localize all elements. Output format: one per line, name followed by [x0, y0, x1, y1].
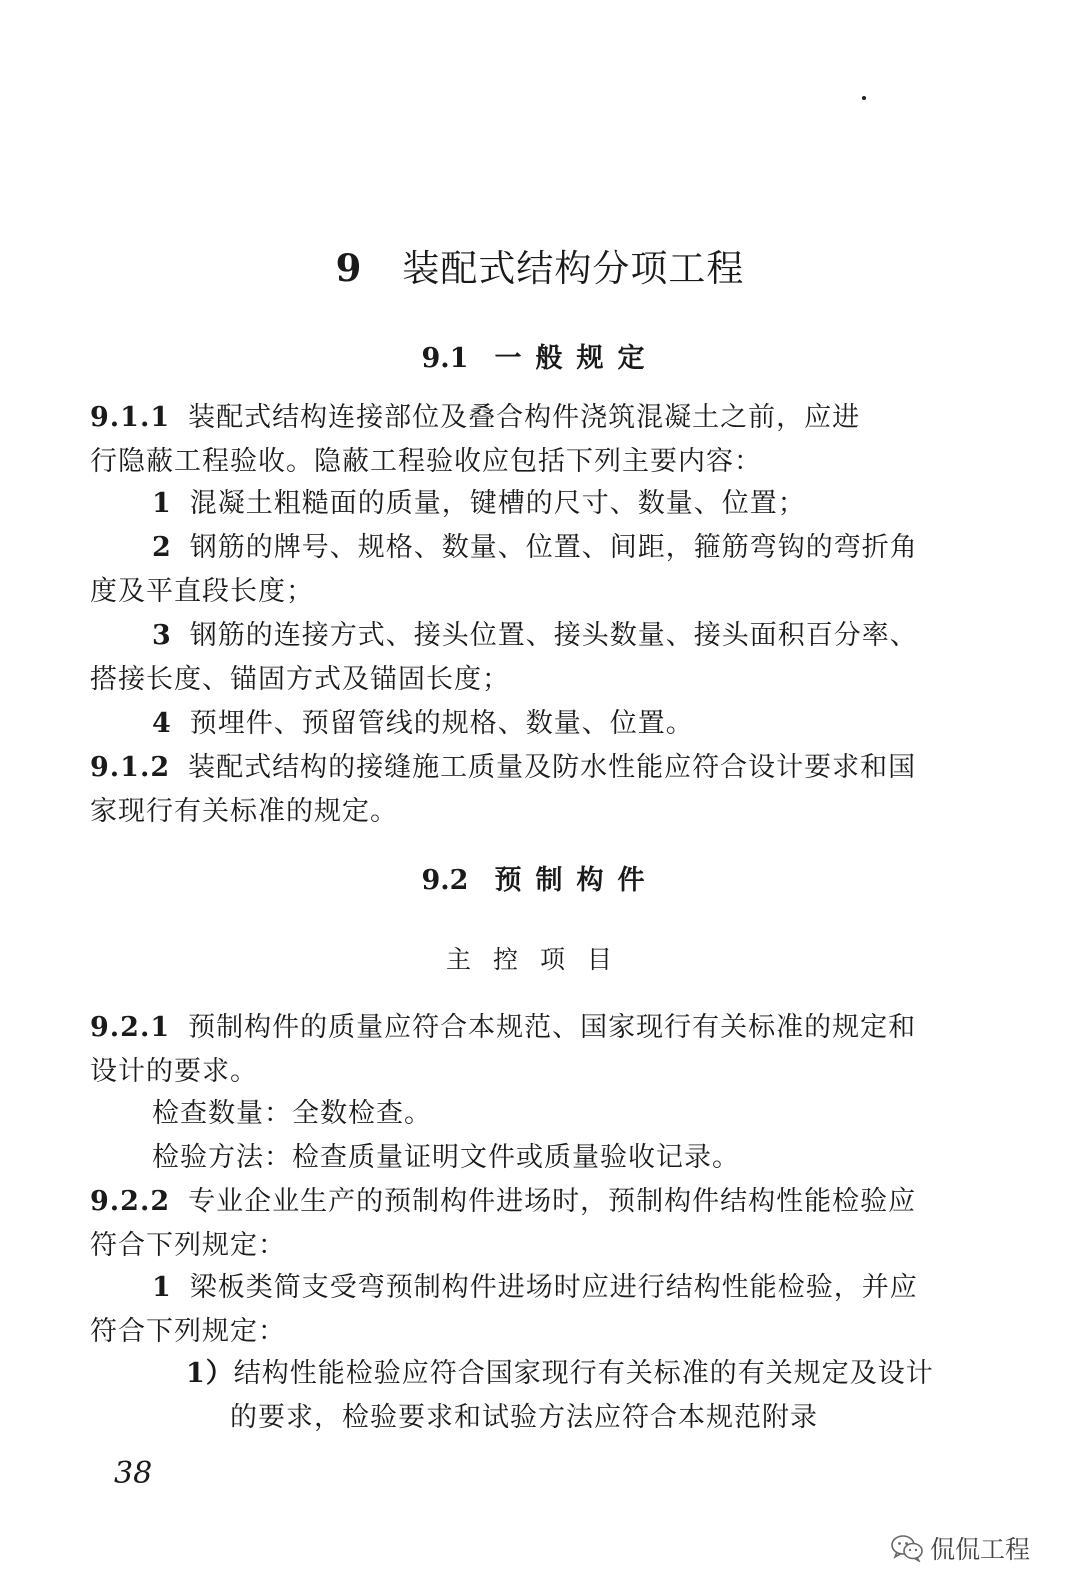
- stray-dot: [862, 96, 866, 100]
- check-method: 检验方法：检查质量证明文件或质量验收记录。: [152, 1142, 740, 1173]
- subitem-number: 1）: [186, 1358, 234, 1389]
- list-item: [90, 1266, 940, 1354]
- subitem-text: 结构性能检验应符合国家现行有关标准的有关规定及设计的要求，检验要求和试验方法应符合本规范附录: [230, 1358, 934, 1433]
- section-title-9-1: [0, 336, 1080, 375]
- list-item: [90, 614, 940, 702]
- clause-9-1-1: [90, 396, 940, 484]
- item-number: 4: [152, 708, 172, 739]
- item-text: 混凝土粗糙面的质量，键槽的尺寸、数量、位置；: [189, 488, 806, 519]
- list-item: [90, 526, 940, 614]
- watermark-text: 侃侃工程: [929, 1535, 1030, 1564]
- item-text: 钢筋的牌号、规格、数量、位置、间距，箍筋弯钩的弯折角度及平直段长度；: [90, 532, 918, 607]
- clause-number: 9.1.2: [90, 752, 171, 783]
- section-title-text: 一般规定: [494, 343, 659, 374]
- item-number: 3: [152, 620, 172, 651]
- clause-number: 9.2.2: [90, 1186, 171, 1217]
- clause-9-1-2: [90, 746, 940, 834]
- chapter-title: [0, 238, 1080, 292]
- item-number: 1: [152, 488, 172, 519]
- clause-text: 装配式结构的接缝施工质量及防水性能应符合设计要求和国家现行有关标准的规定。: [90, 752, 917, 827]
- clause-line-2: 行隐蔽工程验收。隐蔽工程验收应包括下列主要内容：: [90, 446, 762, 477]
- sub-heading-main-control: 主控项目: [445, 945, 634, 974]
- item-number: 1: [152, 1272, 172, 1303]
- clause-text: 专业企业生产的预制构件进场时，预制构件结构性能检验应符合下列规定：: [90, 1186, 917, 1261]
- item-text: 钢筋的连接方式、接头位置、接头数量、接头面积百分率、搭接长度、锚固方式及锚固长度；: [90, 620, 918, 695]
- section-number: 9.1: [421, 343, 469, 374]
- clause-line-1: 装配式结构连接部位及叠合构件浇筑混凝土之前，应进: [188, 402, 861, 433]
- chapter-title-text: 装配式结构分项工程: [402, 247, 745, 290]
- check-quantity: 检查数量：全数检查。: [152, 1098, 432, 1129]
- list-item: [90, 482, 940, 526]
- section-number: 9.2: [421, 865, 469, 896]
- clause-number: 9.2.1: [90, 1012, 171, 1043]
- page-number: 38: [114, 1456, 153, 1491]
- clause-9-2-1: [90, 1006, 940, 1094]
- clause-text: 预制构件的质量应符合本规范、国家现行有关标准的规定和设计的要求。: [90, 1012, 917, 1087]
- clause-9-2-2: [90, 1180, 940, 1268]
- clause-number: 9.1.1: [90, 402, 171, 433]
- item-text: 预埋件、预留管线的规格、数量、位置。: [189, 708, 694, 739]
- item-number: 2: [152, 532, 172, 563]
- chapter-number: 9: [335, 246, 363, 290]
- sub-list-item: [186, 1352, 938, 1440]
- section-title-text: 预制构件: [494, 865, 659, 896]
- watermark: [890, 1530, 1030, 1566]
- item-text: 梁板类简支受弯预制构件进场时应进行结构性能检验，并应符合下列规定：: [90, 1272, 918, 1347]
- list-item: [90, 702, 940, 746]
- section-title-9-2: [0, 858, 1080, 897]
- wechat-icon: [890, 1534, 924, 1562]
